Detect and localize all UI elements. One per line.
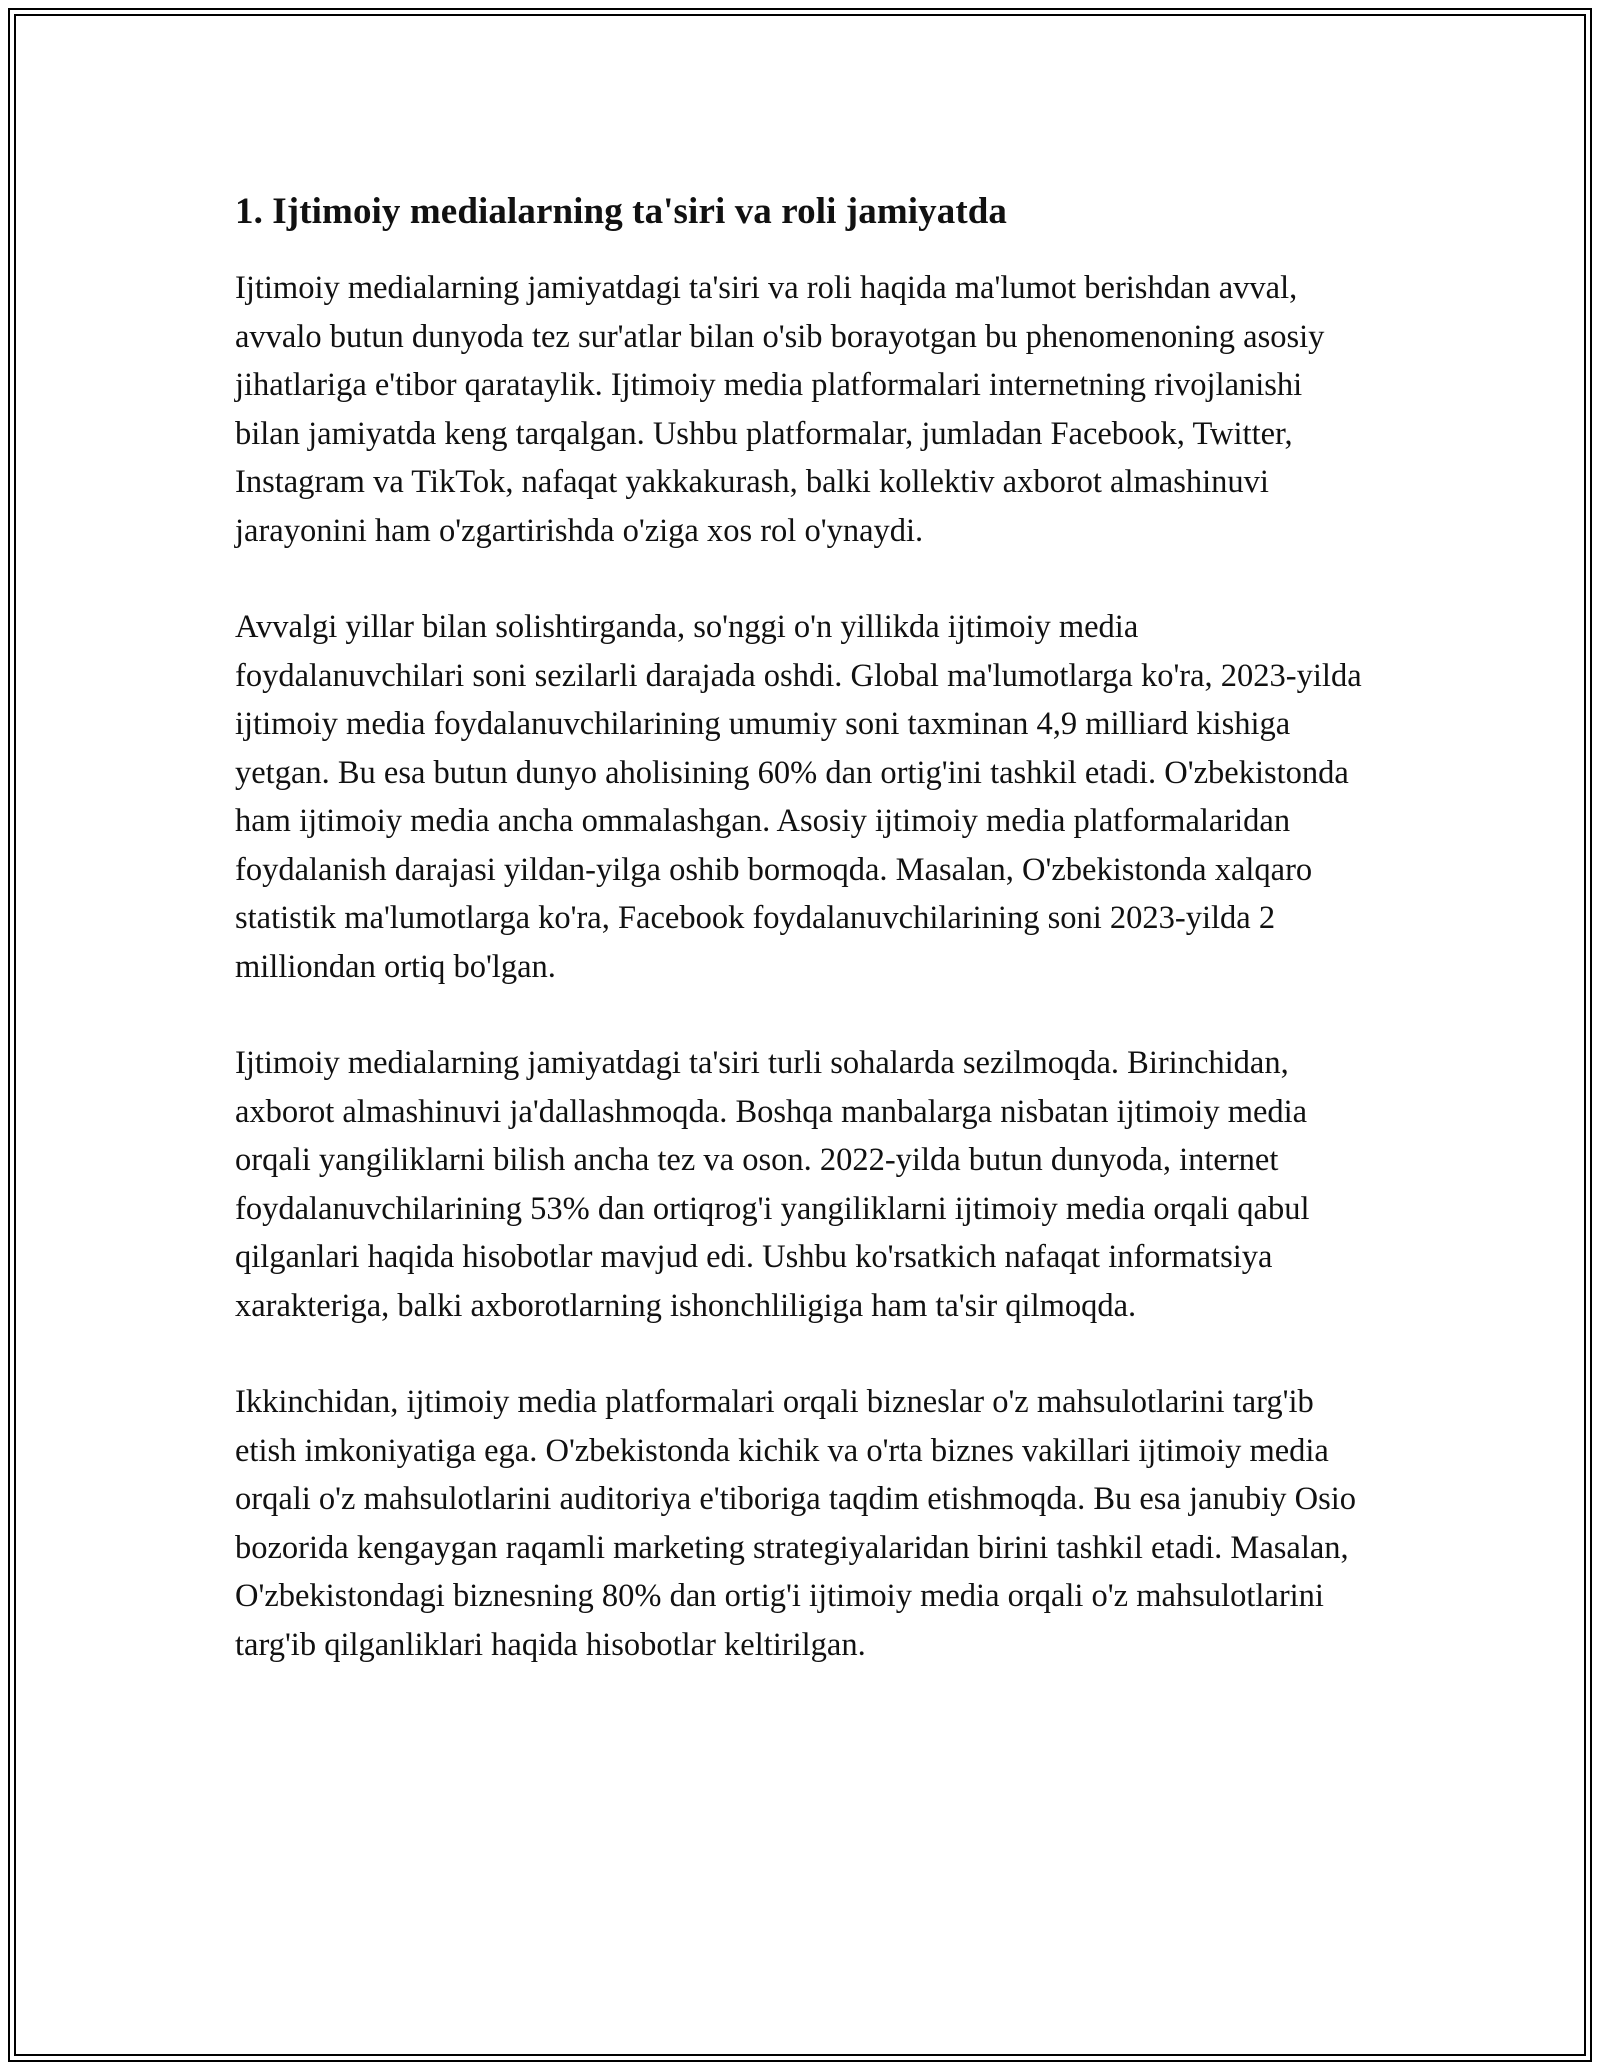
paragraph-4: Ikkinchidan, ijtimoiy media platformalari orqali bizneslar o'z mahsulotlarini targ'ib etish imkoniyatiga ega. O'zbekistonda kichik va o'rta biznes vakillari ijtimoiy media orqali o'z mahsulotlarini auditoriya e'tiboriga taqdim etishmoqda. Bu esa janubiy Osio bozorida kengaygan raqamli marketing strategiyalaridan birini tashkil etadi. Masalan, O'zbekistondagi biznesning 80% dan ortig'i ijtimoiy media orqali o'z mahsulotlarini targ'ib qilganliklari haqida hisobotlar keltirilgan. (235, 1384, 1356, 1663)
paragraph-3: Ijtimoiy medialarning jamiyatdagi ta'siri turli sohalarda sezilmoqda. Birinchidan, axborot almashinuvi ja'dallashmoqda. Boshqa manbalarga nisbatan ijtimoiy media orqali yangiliklarni bilish ancha tez va oson. 2022-yilda butun dunyoda, internet foydalanuvchilarining 53% dan ortiqrog'i yangiliklarni ijtimoiy media orqali qabul qilganlari haqida hisobotlar mavjud edi. Ushbu ko'rsatkich nafaqat informatsiya xarakteriga, balki axborotlarning ishonchliligiga ham ta'sir qilmoqda. (235, 1045, 1310, 1324)
document-body (235, 186, 1375, 1717)
paragraph-2: Avvalgi yillar bilan solishtirganda, so'nggi o'n yillikda ijtimoiy media foydalanuvchilari soni sezilarli darajada oshdi. Global ma'lumotlarga ko'ra, 2023-yilda ijtimoiy media foydalanuvchilarining umumiy soni taxminan 4,9 milliard kishiga yetgan. Bu esa butun dunyo aholisining 60% dan ortig'ini tashkil etadi. O'zbekistonda ham ijtimoiy media ancha ommalashgan. Asosiy ijtimoiy media platformalaridan foydalanish darajasi yildan-yilga oshib bormoqda. Masalan, O'zbekistonda xalqaro statistik ma'lumotlarga ko'ra, Facebook foydalanuvchilarining soni 2023-yilda 2 milliondan ortiq bo'lgan. (235, 609, 1362, 985)
paragraph-1: Ijtimoiy medialarning jamiyatdagi ta'siri va roli haqida ma'lumot berishdan avval, avvalo butun dunyoda tez sur'atlar bilan o'sib borayotgan bu phenomenoning asosiy jihatlariga e'tibor qarataylik. Ijtimoiy media platformalari internetning rivojlanishi bilan jamiyatda keng tarqalgan. Ushbu platformalar, jumladan Facebook, Twitter, Instagram va TikTok, nafaqat yakkakurash, balki kollektiv axborot almashinuvi jarayonini ham o'zgartirishda o'ziga xos rol o'ynaydi. (235, 270, 1325, 549)
section-heading: 1. Ijtimoiy medialarning ta'siri va roli jamiyatda (235, 191, 1008, 232)
